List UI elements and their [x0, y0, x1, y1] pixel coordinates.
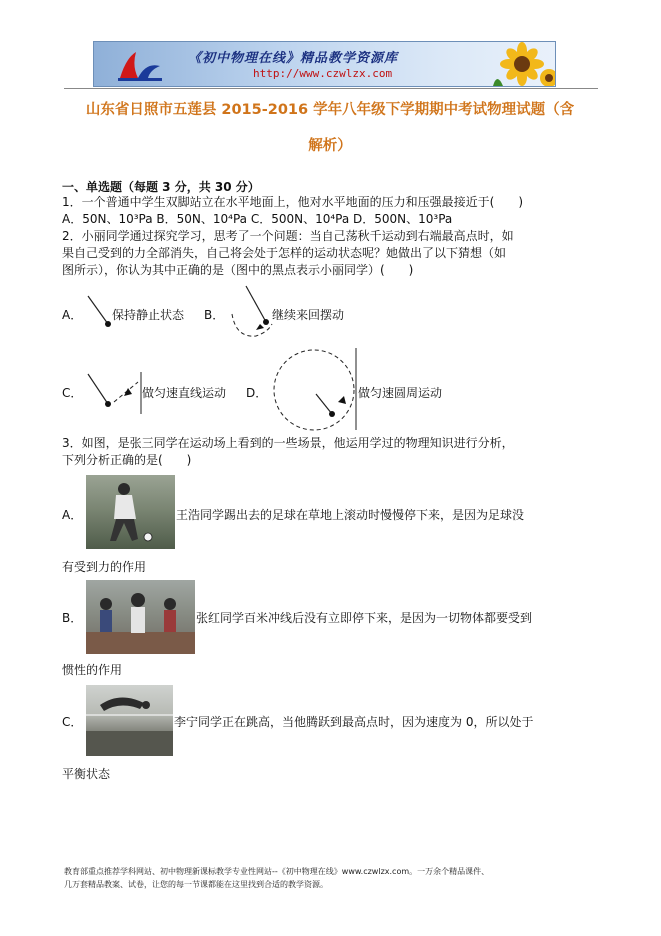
soccer-player-icon — [86, 475, 175, 549]
q3-option-c-text-1: 李宁同学正在跳高，当他腾跃到最高点时，因为速度为 0，所以处于 — [174, 715, 534, 729]
q3-option-b-text-1: 张红同学百米冲线后没有立即停下来，是因为一切物体都要受到 — [196, 611, 533, 625]
q3-option-b-text-2: 惯性的作用 — [62, 663, 123, 677]
q3-option-b-photo — [86, 580, 195, 654]
q3-option-c-label: C． — [62, 715, 83, 729]
q2-stem-2: 果自己受到的力全部消失，自己将会处于怎样的运动状态呢？她做出了以下猜想（如 — [62, 246, 507, 260]
q2-option-d-swing-figure — [266, 346, 362, 434]
q2-option-c-text: 做匀速直线运动 — [142, 386, 227, 400]
q3-option-b-label: B． — [62, 611, 83, 625]
site-logo-icon — [116, 48, 164, 82]
sunflower-icon — [489, 42, 555, 86]
q2-option-b-text: 继续来回摆动 — [272, 308, 345, 322]
header-divider — [64, 88, 598, 89]
q3-stem-2: 下列分析正确的是( ) — [62, 453, 192, 467]
q2-stem-3: 图所示），你认为其中正确的是（图中的黑点表示小丽同学）( ) — [62, 263, 414, 277]
header-banner — [93, 41, 556, 87]
doc-title-line1: 山东省日照市五莲县 2015-2016 学年八年级下学期期中考试物理试题（含 — [85, 102, 575, 118]
q2-option-c-label: C． — [62, 386, 83, 400]
q2-stem-1: 2．小丽同学通过探究学习，思考了一个问题：当自己荡秋千运动到右端最高点时，如 — [62, 229, 514, 243]
q2-option-d-text: 做匀速圆周运动 — [358, 386, 443, 400]
q2-option-b-label: B． — [204, 308, 225, 322]
q2-option-a-text: 保持静止状态 — [112, 308, 185, 322]
footer-line-1: 教育部重点推荐学科网站、初中物理新课标教学专业性网站--《初中物理在线》www.czwlzx.com。一万余个精品课件、 — [64, 867, 490, 876]
section-heading: 一、单选题（每题 3 分，共 30 分） — [62, 180, 260, 194]
q2-option-d-label: D． — [246, 386, 268, 400]
runners-icon — [86, 580, 195, 654]
q3-option-a-label: A． — [62, 508, 83, 522]
q2-option-a-label: A． — [62, 308, 83, 322]
q1-stem: 1．一个普通中学生双脚站立在水平地面上，他对水平地面的压力和压强最接近于( ) — [62, 195, 524, 209]
q3-stem-1: 3．如图，是张三同学在运动场上看到的一些场景，他运用学过的物理知识进行分析， — [62, 436, 514, 450]
q2-option-b-swing-figure — [222, 284, 274, 344]
banner-url: http://www.czwlzx.com — [253, 67, 393, 80]
q2-option-c-swing-figure — [84, 370, 144, 416]
footer-line-2: 几万套精品教案、试卷，让您的每一节课都能在这里找到合适的教学资源。 — [64, 880, 328, 889]
q1-options: A．50N、10³Pa B．50N、10⁴Pa C．500N、10⁴Pa D．500N、10³Pa — [62, 212, 453, 226]
q3-option-a-photo — [86, 475, 175, 549]
banner-title: 《初中物理在线》精品教学资源库 — [188, 51, 399, 66]
q3-option-c-text-2: 平衡状态 — [62, 767, 111, 781]
doc-title-line2: 解析） — [308, 138, 352, 154]
q3-option-a-text-2: 有受到力的作用 — [62, 560, 147, 574]
high-jumper-icon — [86, 685, 173, 756]
q3-option-a-text-1: 王浩同学踢出去的足球在草地上滚动时慢慢停下来，是因为足球没 — [176, 508, 525, 522]
q3-option-c-photo — [86, 685, 173, 756]
